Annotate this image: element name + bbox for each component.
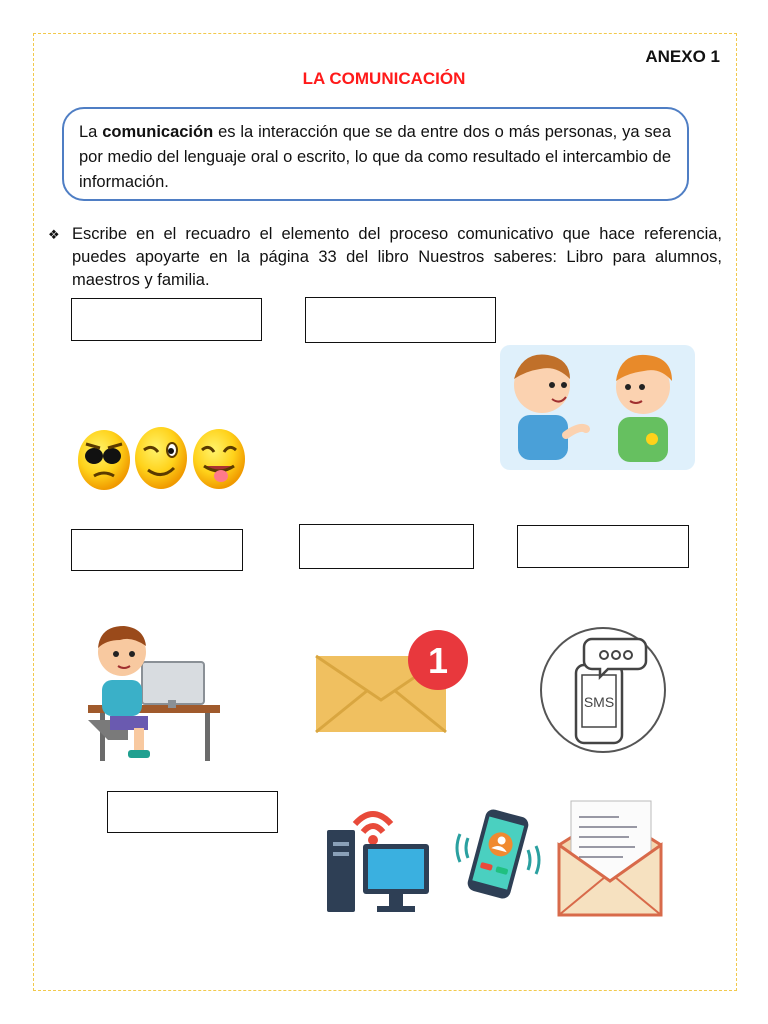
definition-after: es la interacción que se da entre dos o más personas, ya sea por medio del lenguaje oral o escrito, lo que da como resultado el intercambio de información. — [79, 123, 671, 191]
annex-label: ANEXO 1 — [645, 47, 720, 66]
two-kids-talking-icon — [500, 345, 695, 470]
envelope-badge-count: 1 — [427, 640, 449, 681]
definition-term: comunicación — [102, 123, 214, 141]
diamond-bullet-icon: ❖ — [48, 227, 60, 242]
answer-box-6[interactable] — [107, 791, 278, 833]
smartphone-call-icon — [452, 808, 544, 900]
instruction — [48, 223, 722, 292]
answer-box-2[interactable] — [305, 297, 496, 343]
answer-box-5[interactable] — [517, 525, 689, 568]
sms-phone-icon — [538, 625, 668, 755]
page-title: LA COMUNICACIÓN — [302, 69, 466, 88]
sms-text: SMS — [583, 694, 615, 710]
boy-at-computer-icon — [80, 620, 225, 765]
open-letter-icon — [555, 795, 665, 920]
instruction-text: Escribe en el recuadro el elemento del proceso comunicativo que hace referencia, puedes apoyarte en la página 33 del libro Nuestros saberes: Libro para alumnos, maestros y familia. — [72, 225, 722, 289]
answer-box-3[interactable] — [71, 529, 243, 571]
definition-before: La — [79, 123, 103, 141]
envelope-notification-icon — [312, 628, 472, 736]
emoji-faces-icon — [74, 420, 249, 492]
answer-box-1[interactable] — [71, 298, 262, 341]
definition-box — [62, 107, 689, 201]
wifi-computer-icon — [325, 800, 435, 915]
answer-box-4[interactable] — [299, 524, 474, 569]
